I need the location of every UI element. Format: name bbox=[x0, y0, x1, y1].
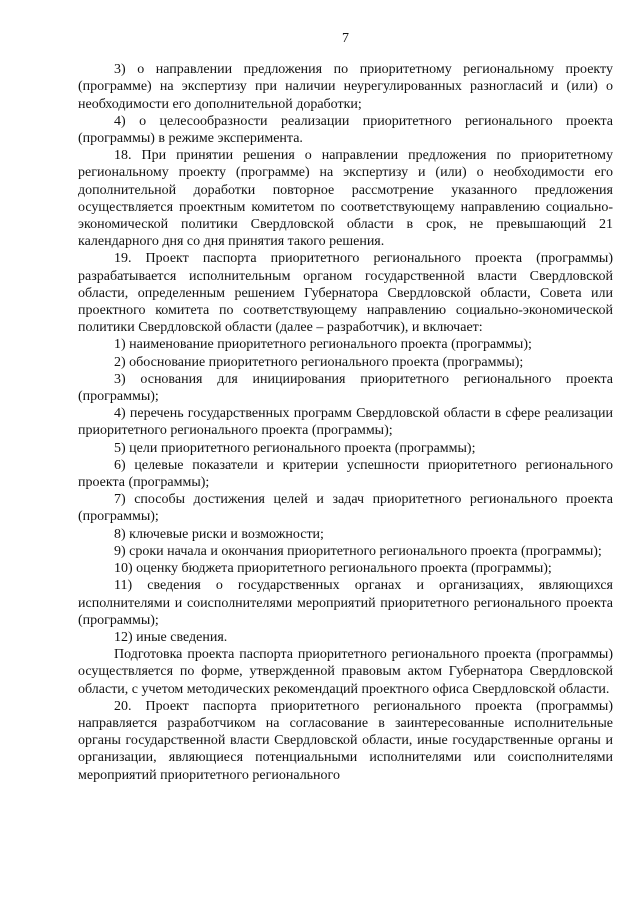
paragraph: Подготовка проекта паспорта приоритетного регионального проекта (программы) осуществляется по форме, утвержденной правовым актом Губернатора Свердловской области, с учетом методических рекомендаций проектного офиса Свердловской области. bbox=[78, 647, 613, 697]
list-item: 7) способы достижения целей и задач приоритетного регионального проекта (программы); bbox=[78, 492, 613, 525]
list-item: 6) целевые показатели и критерии успешности приоритетного регионального проекта (программы); bbox=[78, 457, 613, 491]
list-item: 3) основания для инициирования приоритетного регионального проекта (программы); bbox=[78, 371, 613, 405]
paragraph: 19. Проект паспорта приоритетного регионального проекта (программы) разрабатывается исполнительным органом государственной власти Свердловской области, определенным решением Губернатора Свердловской области, Совета или проектного комитета по соответствующему направлению социально-экономической политики Свердловской области (далее – разработчик), и включает: bbox=[78, 251, 613, 336]
list-item: 8) ключевые риски и возможности; bbox=[114, 526, 324, 542]
list-item: 2) обоснование приоритетного регионального проекта (программы); bbox=[114, 354, 524, 370]
paragraph: 3) о направлении предложения по приоритетному региональному проекту (программе) на экспертизу при наличии неурегулированных разногласий и (или) о необходимости его дополнительной доработки; bbox=[78, 62, 613, 112]
document-page bbox=[78, 30, 613, 784]
page-number: 7 bbox=[342, 31, 349, 46]
list-item: 9) сроки начала и окончания приоритетного регионального проекта (программы); bbox=[114, 543, 602, 559]
list-item: 5) цели приоритетного регионального проекта (программы); bbox=[114, 440, 476, 456]
list-item: 10) оценку бюджета приоритетного регионального проекта (программы); bbox=[114, 561, 552, 577]
paragraph: 4) о целесообразности реализации приоритетного регионального проекта (программы) в режиме эксперимента. bbox=[78, 113, 613, 147]
paragraph: 18. При принятии решения о направлении предложения по приоритетному региональному проекту (программе) на экспертизу и (или) о необходимости его дополнительной доработки повторное рассмотрение указанного предложения осуществляется проектным комитетом по соответствующему направлению социально-экономической политики Свердловской области в срок, не превышающий 21 календарного дня со дня принятия такого решения. bbox=[78, 148, 613, 250]
list-item: 4) перечень государственных программ Свердловской области в сфере реализации приоритетного регионального проекта (программы); bbox=[78, 406, 613, 439]
list-item: 1) наименование приоритетного регионального проекта (программы); bbox=[114, 337, 532, 353]
paragraph: 20. Проект паспорта приоритетного регионального проекта (программы) направляется разработчиком на согласование в заинтересованные исполнительные органы государственной власти Свердловской области, иные государственные органы и организации, являющиеся потенциальными исполнителями или соисполнителями мероприятий приоритетного регионального bbox=[78, 698, 613, 783]
list-item: 11) сведения о государственных органах и организациях, являющихся исполнителями и соисполнителями мероприятий приоритетного регионального проекта (программы); bbox=[78, 578, 613, 628]
list-item: 12) иные сведения. bbox=[114, 629, 228, 645]
